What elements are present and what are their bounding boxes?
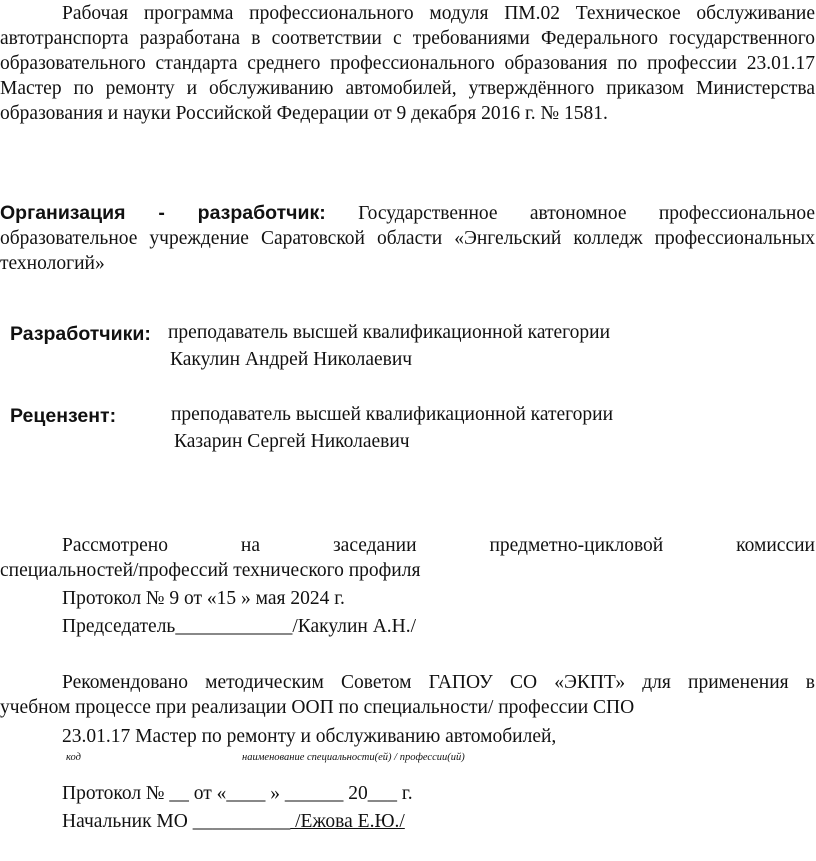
commission-line-1: Рассмотрено на заседании предметно-цикловой комиссии: [62, 535, 815, 556]
intro-paragraph: [0, 1, 815, 126]
commission-chair: [62, 616, 416, 638]
caption-code: код: [66, 752, 81, 763]
recommendation-line-3: 23.01.17 Мастер по ремонту и обслуживанию автомобилей,: [62, 726, 557, 747]
organization-label: Организация - разработчик:: [0, 202, 326, 224]
head-prefix: Начальник МО: [62, 811, 193, 832]
reviewer-name: Казарин Сергей Николаевич: [174, 431, 410, 452]
recommendation-paragraph: [0, 670, 815, 720]
developers-label: Разработчики:: [10, 323, 151, 345]
commission-protocol: Протокол № 9 от «15 » мая 2024 г.: [62, 588, 345, 609]
head-name: /Ежова Е.Ю./: [290, 811, 405, 832]
intro-line-1: Рабочая программа профессионального модуля ПМ.02 Техническое обслуживание: [62, 3, 815, 24]
recommendation-line-1: Рекомендовано методическим Советом ГАПОУ СО «ЭКПТ» для применения в: [62, 672, 815, 693]
developers-position: преподаватель высшей квалификационной категории: [168, 322, 611, 343]
head-signature-blank: __________: [192, 811, 291, 832]
reviewer-label: Рецензент:: [10, 405, 117, 427]
chair-prefix: Председатель: [62, 616, 176, 637]
reviewer-position: преподаватель высшей квалификационной категории: [171, 404, 614, 425]
commission-line-2: специальностей/профессий технического профиля: [0, 560, 421, 581]
organization-text: Государственное автономное профессиональное образовательное учреждение Саратовской области «Энгельский колледж профессиональных технологий»: [0, 203, 816, 274]
intro-text: автотранспорта разработана в соответствии с требованиями Федерального государственного образовательного стандарта среднего профессионального образования по профессии 23.01.17 Мастер по ремонту и обслуживанию автомобилей, утверждённого приказом Министерства образования и науки Российской Федерации от 9 декабря 2016 г. № 1581.: [0, 28, 815, 124]
recommendation-line-2: учебном процессе при реализации ООП по специальности/ профессии СПО: [0, 697, 635, 718]
chair-signature-blank: ____________: [175, 616, 293, 637]
organization-paragraph: [0, 201, 815, 276]
developers-name: Какулин Андрей Николаевич: [170, 349, 413, 370]
head-of-mo-line: [62, 811, 405, 833]
commission-paragraph: [0, 533, 815, 583]
chair-name: /Какулин А.Н./: [292, 616, 417, 637]
recommendation-protocol: Протокол № __ от «____ » ______ 20___ г.: [62, 783, 413, 804]
caption-specialty-name: наименование специальности(ей) / профессии(ий): [242, 752, 465, 763]
